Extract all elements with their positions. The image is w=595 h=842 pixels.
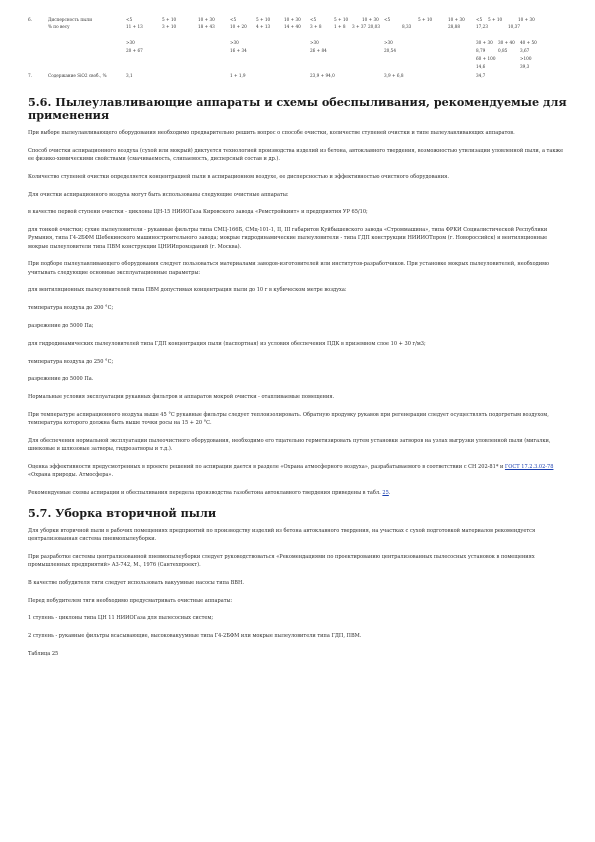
paragraph-table-ref: Рекомендуемые схемы аспирации и обеспыливания передела производства газобетона автоклавного твердения приведены в табл. 25. — [28, 489, 391, 496]
table-cell: 10 + 20 — [230, 24, 247, 29]
table-cell: <5 — [310, 17, 317, 22]
table-cell: 1 + 8 — [334, 24, 346, 29]
table-cell: <5 — [384, 17, 391, 22]
table-cell: 28,88 — [448, 24, 460, 29]
table-cell: 6. — [28, 17, 32, 22]
table-cell: 14,6 — [476, 64, 486, 69]
table-cell: 5 + 10 — [334, 17, 349, 22]
paragraph: для вентиляционных пылеуловителей типа ПВМ допустимая концентрация пыли до 10 г в кубическом метре воздуха: — [28, 287, 347, 294]
paragraph: При температуре аспирационного воздуха выше 45 °С рукавные фильтры следует теплоизолировать. Обратную продувку рукавов при регенерации следует осуществлять подогретым воздухом, температура которого должна быть выше точки росы на 15 + 20 °С. — [28, 411, 549, 427]
table-cell: 20,03 — [368, 24, 380, 29]
table-cell: 14 + 40 — [284, 24, 301, 29]
table-cell: 17,23 — [476, 24, 488, 29]
table-cell: >100 — [520, 56, 532, 61]
table-cell: <5 — [476, 17, 483, 22]
table-cell: 40 + 50 — [520, 40, 537, 45]
table-cell: 3 + 8 — [310, 24, 322, 29]
table-cell: 10 + 30 — [284, 17, 301, 22]
paragraph: 2 ступень - рукавные фильтры всасывающие, высоковакуумные типа Г4-2БФМ или мокрые пылеуловители типа ГДП, ПВМ. — [28, 633, 362, 640]
paragraph: Для уборки вторичной пыли в рабочих помещениях предприятий по производству изделий из бетона автоклавного твердения, на участках с сухой подготовкой материалов рекомендуется централизованная система пневмопылеуборки. — [28, 527, 536, 542]
paragraph: для тонкой очистки; сухие пылеуловители - рукавные фильтры типа СМЦ-166Б, СМц-101-1, II, III габаритов Куйбышевского завода «Строммашина», типа ФРКИ Социалистической Республики Румыния, типа Г4-2БФМ Шебекинского машиностроительного завода; мокрые гидродинамические пылеуловители - типа ГДП конструкции НИИИОТпром (г. Новороссийск) и вентиляционные мокрые пылеуловители типа ПВМ конструкции ЦНИИпромзданий (г. Москва). — [28, 227, 548, 250]
table-cell: 30 + 40 — [498, 40, 515, 45]
document-body — [28, 96, 568, 668]
paragraph: Для обеспечения нормальной эксплуатации пылеочистного оборудования, необходимо его тщательно герметизировать путем установки затворов на узлах выгрузки уловленной пыли (мигалки, шнековые и шлюзовые затворы, гидрозатворы и т.д.). — [28, 437, 551, 453]
table-cell: 10 + 30 — [448, 17, 465, 22]
paragraph: для гидродинамических пылеуловителей типа ГДП концентрация пыли (паспортная) из условия обеспечения ПДК в приземном слое 10 + 30 г/м3; — [28, 340, 426, 347]
table-cell: 60 + 100 — [476, 56, 496, 61]
paragraph: Для очистки аспирационного воздуха могут быть использованы следующие очистные аппараты: — [28, 191, 289, 198]
table-cell: 11 + 13 — [126, 24, 143, 29]
table-cell: 3,9 + 6,8 — [384, 73, 404, 78]
table-cell: 10,37 — [508, 24, 520, 29]
table-cell: 34,7 — [476, 73, 486, 78]
paragraph: температура воздуха до 200 °С; — [28, 305, 114, 312]
table-cell: % по весу — [48, 24, 70, 29]
paragraph: При выборе пылеулавливающего оборудования необходимо предварительно решить вопрос о способе очистки, количестве ступеней очистки и типе пылеулавливающих аппаратов. — [28, 130, 515, 136]
table-cell: >30 — [126, 40, 135, 45]
data-table-fragment — [28, 17, 568, 91]
table-cell: 8,33 — [402, 24, 412, 29]
table-cell: 1 + 1,9 — [230, 73, 246, 78]
table-cell: 4 + 13 — [256, 24, 271, 29]
paragraph: В качестве побудителя тяги следует использовать вакуумные насосы типа ВВН. — [28, 579, 244, 586]
table-25-link[interactable]: 25 — [382, 489, 389, 496]
paragraph: Нормальные условия эксплуатации рукавных фильтров и аппаратов мокрой очистки - отапливаемые помещения. — [28, 394, 335, 401]
table-cell: 10 + 30 — [362, 17, 379, 22]
table-cell: 18 + 43 — [198, 24, 215, 29]
table-cell: 8,79 — [476, 48, 486, 53]
table-cell: 20 + 67 — [126, 48, 143, 53]
paragraph: При подборе пылеулавливающего оборудования следует пользоваться материалами заводов-изготовителей или институтов-разработчиков. При установке мокрых пылеуловителей, необходимо учитывать следующие основные эксплуатационные параметры: — [28, 261, 550, 276]
table-cell: 5 + 10 — [488, 17, 503, 22]
paragraph: Перед побудителем тяги необходимо предусматривать очистные аппараты: — [28, 597, 233, 604]
table-cell: 10 + 30 — [518, 17, 535, 22]
paragraph: в качестве первой ступени очистки - циклоны ЦН-15 НИИОГаза Кировского завода «Ремстройкиит» и предприятия УР 65/10; — [28, 209, 368, 216]
section-5-6-heading: 5.6. Пылеулавливающие аппараты и схемы обеспыливания, рекомендуемые для применения — [28, 95, 567, 122]
table-cell: 5 + 10 — [418, 17, 433, 22]
table-cell: 7. — [28, 73, 32, 78]
paragraph: При разработке системы централизованной пневмопылеуборки следует руководствоваться «Рекомендациями по проектированию централизованных пылесосных установок в помещениях промышленных предприятий» А3-742, М., 1976 (Сантехпроект). — [28, 553, 535, 568]
table-cell: >30 — [310, 40, 319, 45]
table-cell: 5 + 10 — [256, 17, 271, 22]
table-cell: 0,85 — [498, 48, 508, 53]
table-cell: 3,1 — [126, 73, 133, 78]
table-cell: 16 + 34 — [230, 48, 247, 53]
table-cell: 30 + 30 — [476, 40, 493, 45]
paragraph: разрежение до 5000 Па; — [28, 322, 94, 329]
table-cell: <5 — [230, 17, 237, 22]
section-5-7-heading: 5.7. Уборка вторичной пыли — [28, 505, 217, 520]
table-cell: 26 + 84 — [310, 48, 327, 53]
table-cell: 5 + 10 — [162, 17, 177, 22]
table-cell: 20,54 — [384, 48, 396, 53]
table-cell: 23,9 + 94,0 — [310, 73, 335, 78]
paragraph: разрежение до 5000 Па. — [28, 376, 94, 383]
paragraph: Способ очистки аспирационного воздуха (сухой или мокрый) диктуется технологией производства изделий из бетона, автоклавного твердения, возможностью утилизации уловленной пыли, а также ее физико-химическими свойствами (смачиваемость, слипаемость, дисперсный состав и др.). — [28, 147, 564, 162]
table-cell: 3 + 37 — [352, 24, 367, 29]
table-caption: Таблица 25 — [28, 650, 59, 657]
paragraph-gost: Оценка эффективности предусмотренных в проекте решений по аспирации дается в разделе «Охрана атмосферного воздуха», разрабатываемого в соответствии с СН 202-81* и ГОСТ 17.2.3.02-78 «Охрана природы. Атмосфера». — [28, 463, 554, 479]
table-cell: 3 + 10 — [162, 24, 177, 29]
table-cell: Содержание SiO2 своб., % — [48, 73, 107, 78]
table-cell: >30 — [230, 40, 239, 45]
paragraph: 1 ступень - циклоны типа ЦН 11 НИИОГаза для пылесосных систем; — [28, 615, 214, 622]
table-cell: 10 + 30 — [198, 17, 215, 22]
gost-link[interactable]: ГОСТ 17.2.3.02-78 — [504, 463, 554, 470]
table-cell: <5 — [126, 17, 133, 22]
table-cell: Дисперсность пыли — [48, 17, 92, 22]
table-cell: 39,3 — [520, 64, 530, 69]
table-cell: 3,67 — [520, 48, 530, 53]
paragraph: температура воздуха до 250 °С; — [28, 358, 114, 365]
table-cell: >30 — [384, 40, 393, 45]
paragraph: Количество ступеней очистки определяется концентрацией пыли в аспирационном воздухе, ее дисперсностью и эффективностью очистного оборудования. — [28, 173, 449, 180]
